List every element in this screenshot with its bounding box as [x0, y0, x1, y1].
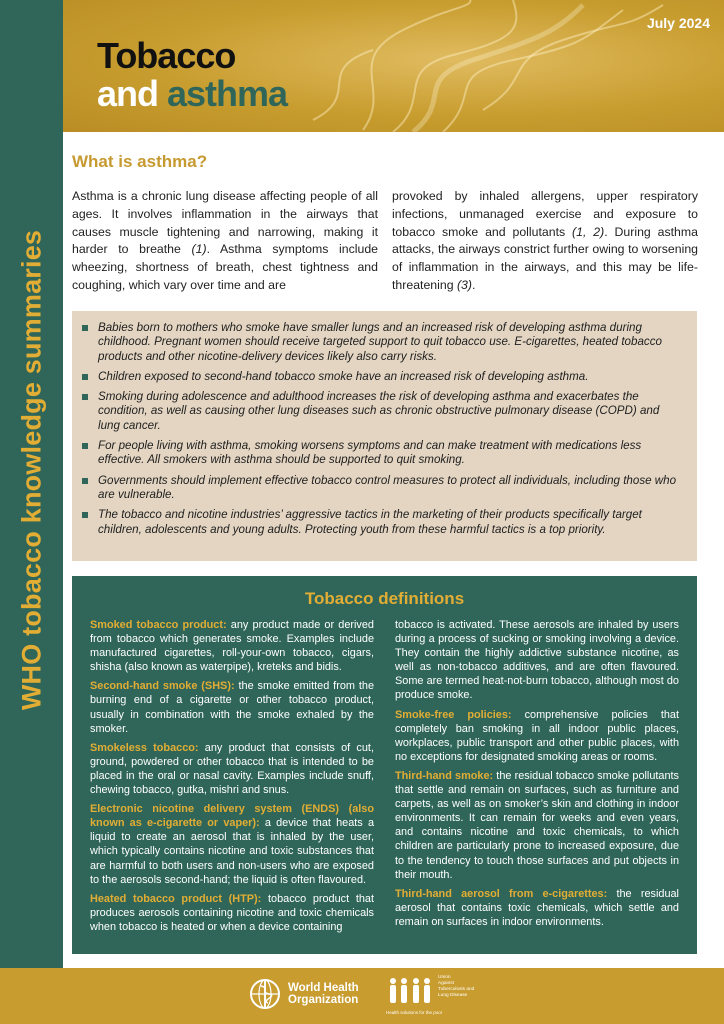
- definition-term: Electronic nicotine delivery system (ENDS) (also known as e-cigarette or vaper):: [90, 803, 374, 830]
- definition-item: [395, 769, 679, 882]
- what-is-asthma-heading: What is asthma?: [72, 152, 208, 171]
- intro-text: . Asthma symptoms include wheezing, shortness of breath, chest tightness and coughing, which vary over time and are: [72, 242, 378, 292]
- union-name-line: Lung Disease: [438, 993, 468, 998]
- square-bullet-icon: [82, 394, 88, 400]
- definition-term: Smoked tobacco product:: [90, 619, 227, 631]
- key-message-item: [82, 370, 683, 384]
- citation: (1): [191, 242, 207, 257]
- key-message-item: [82, 321, 683, 364]
- square-bullet-icon: [82, 374, 88, 380]
- definitions-left-column: [90, 618, 374, 939]
- definition-term: Heated tobacco product (HTP):: [90, 892, 262, 905]
- definition-text: comprehensive policies that completely ban smoking in all indoor public places, workplaces, public transport and other public places, with no exceptions for designated smoking areas or rooms.: [395, 708, 679, 763]
- key-message-text: Babies born to mothers who smoke have smaller lungs and an increased risk of developing asthma during childhood. Pregnant women should receive targeted support to quit tobacco use. E-cigarettes, heated tobacco products and other nicotine-delivery devices likely also carry risks.: [98, 321, 662, 363]
- who-emblem-icon: [248, 977, 282, 1011]
- definitions-heading: Tobacco definitions: [304, 589, 465, 608]
- the-union-name: [438, 975, 476, 999]
- definition-item: [395, 887, 679, 929]
- definition-text: tobacco product that produces aerosols containing nicotine and toxic chemicals when tobacco is heated or when a device containing: [90, 892, 374, 933]
- the-union-people-icon: [386, 975, 434, 1007]
- definition-text: a device that heats a liquid to create an aerosol that is inhaled by the user, which typically contains nicotine and toxic substances that are harmful to both users and non-users who are exposed to the aerosols second-hand; the liquid is often flavoured.: [90, 817, 375, 886]
- sidebar: [0, 0, 63, 1024]
- definition-term: Smoke-free policies:: [395, 708, 512, 721]
- definitions-right-column: [395, 618, 679, 934]
- key-messages-list: [82, 321, 683, 537]
- square-bullet-icon: [82, 512, 88, 518]
- definition-text: the residual aerosol that contains toxic chemicals, which settle and remain on surfaces in indoor environments.: [395, 887, 679, 928]
- square-bullet-icon: [82, 478, 88, 484]
- definition-item: [90, 892, 374, 934]
- definition-text: the residual tobacco smoke pollutants that settle and remain on surfaces, such as furniture and carpets, as well as on smoker’s skin and clothing in indoor environments. It can remain for weeks and even years, and contains nicotine and toxic chemicals, to which children are particularly prone to increased exposure, due to the tendency to touch those surfaces and put objects in their mouth.: [395, 769, 680, 881]
- key-message-text: The tobacco and nicotine industries’ aggressive tactics in the marketing of their products specifically target children, adolescents and young adults. Protecting youth from these harmful tactics is a top priority.: [98, 508, 642, 536]
- who-wordmark: [288, 982, 359, 1006]
- who-line-2: Organization: [288, 994, 359, 1006]
- title-line-2-part-2: asthma: [167, 73, 288, 114]
- definition-item: [90, 618, 374, 674]
- union-name-line: Against: [438, 981, 454, 986]
- definition-text: any product made or derived from tobacco which generates smoke. Examples include manufactured cigarettes, roll-your-own tobacco, cigars, shisha (also known as waterpipe), kreteks and bidis.: [90, 619, 374, 674]
- key-message-item: [82, 474, 683, 503]
- key-message-text: Children exposed to second-hand tobacco smoke have an increased risk of developing asthma.: [98, 369, 589, 383]
- key-message-item: [82, 439, 683, 468]
- the-union-motto: Health solutions for the poor: [386, 1010, 443, 1015]
- who-logo: [248, 977, 359, 1011]
- title-line-1: Tobacco: [97, 35, 236, 76]
- key-message-text: Governments should implement effective tobacco control measures to protect all individuals, including those who are vulnerable.: [98, 473, 677, 501]
- key-message-text: For people living with asthma, smoking worsens symptoms and can make treatment with medications less effective. All smokers with asthma should be supported to quit smoking.: [98, 439, 642, 467]
- square-bullet-icon: [82, 443, 88, 449]
- union-name-line: Union: [438, 975, 451, 980]
- definition-term: Smokeless tobacco:: [90, 741, 199, 754]
- the-union-logo: [386, 975, 476, 1015]
- intro-right-column: [392, 188, 698, 295]
- footer: [0, 968, 724, 1024]
- square-bullet-icon: [82, 325, 88, 331]
- union-name-line: Tuberculosis and: [438, 987, 475, 992]
- definition-item: [395, 708, 679, 764]
- citation: (3): [456, 277, 472, 292]
- definition-item: [90, 741, 374, 797]
- intro-text: .: [471, 277, 476, 292]
- citation: (1, 2): [572, 224, 605, 239]
- definition-item: [90, 679, 374, 735]
- definition-term: Second-hand smoke (SHS):: [90, 680, 235, 693]
- intro-text: Asthma is a chronic lung disease affecting people of all ages. It involves inflammation in the airways that causes muscle tightening and narrowing, making it harder to breathe: [72, 189, 378, 257]
- title-line-2: [97, 73, 288, 114]
- who-line-1: World Health: [288, 982, 359, 994]
- header-banner: [63, 0, 724, 132]
- key-messages-box: [72, 311, 697, 561]
- definition-text: tobacco is activated. These aerosols are inhaled by users during a process of sucking or smoking involving a device. They contain the highly addictive substance nicotine, as well as non-tobacco additives, and are often flavoured. Some are termed heat-not-burn tobacco, although most do produce smoke.: [395, 619, 679, 702]
- key-message-item: [82, 390, 683, 433]
- definition-item: [90, 802, 374, 887]
- definition-item: [395, 618, 679, 703]
- definitions-box: [72, 576, 697, 954]
- definition-term: Third-hand aerosol from e-cigarettes:: [395, 887, 608, 900]
- intro-text: provoked by inhaled allergens, upper respiratory infections, unmanaged exercise and exposure to tobacco smoke and pollutants: [392, 189, 698, 239]
- definition-text: any product that consists of cut, ground, powdered or other tobacco that is intended to be placed in the oral or nasal cavity. Examples include snuff, chewing tobacco, gutka, mishri and snus.: [90, 741, 374, 797]
- key-message-text: Smoking during adolescence and adulthood increases the risk of developing asthma and exacerbates the condition, as well as causing other lung diseases such as chronic obstructive pulmonary disease (COPD) and lung cancer.: [98, 390, 660, 432]
- title-line-2-part-1: and: [97, 73, 168, 114]
- intro-text: . During asthma attacks, the airways constrict further owing to worsening of inflammation in the airways, and this may be life-threatening: [392, 224, 698, 292]
- definition-term: Third-hand smoke:: [395, 769, 494, 782]
- publication-date: July 2024: [646, 15, 710, 31]
- intro-left-column: [72, 188, 378, 295]
- definition-text: the smoke emitted from the burning end of a cigarette or other tobacco product, usually in combination with the smoke exhaled by the smoker.: [90, 680, 375, 735]
- key-message-item: [82, 508, 683, 537]
- sidebar-title: WHO tobacco knowledge summaries: [16, 229, 47, 711]
